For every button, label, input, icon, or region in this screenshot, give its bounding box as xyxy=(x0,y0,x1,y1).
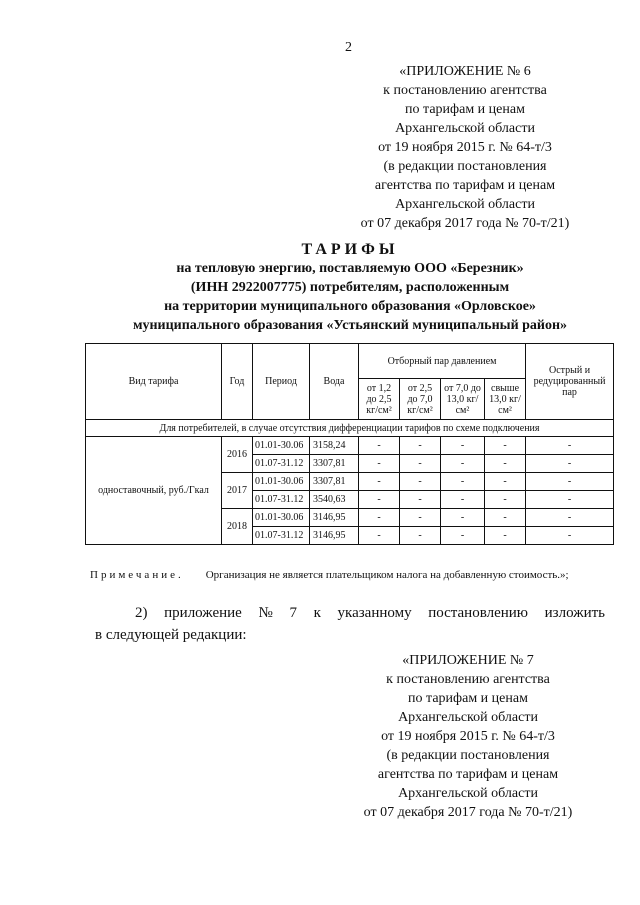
period-cell: 01.01-30.06 xyxy=(253,437,310,455)
header-pressure-4: свыше 13,0 кг/см² xyxy=(485,379,526,420)
header-year: Год xyxy=(222,344,253,420)
year-cell: 2016 xyxy=(222,437,253,473)
appendix-line: Архангельской области xyxy=(398,710,538,725)
appendix-line: агентства по тарифам и ценам xyxy=(377,767,559,782)
water-cell: 3146,95 xyxy=(310,509,359,527)
item-word: изложить xyxy=(544,605,605,621)
item-word: приложение xyxy=(164,605,242,621)
note-label: Примечание. xyxy=(90,569,184,581)
pressure-cell: - xyxy=(400,491,441,509)
pressure-cell: - xyxy=(359,473,400,491)
title-line: муниципального образования «Устьянский муниципальный район» xyxy=(132,318,568,333)
pressure-cell: - xyxy=(485,509,526,527)
header-pressure-2: от 2,5 до 7,0 кг/см² xyxy=(400,379,441,420)
appendix-line: (в редакции постановления xyxy=(383,159,547,174)
appendix-line: «ПРИЛОЖЕНИЕ № 7 xyxy=(402,653,534,668)
title-line: на территории муниципального образования «Орловское» xyxy=(164,299,536,314)
appendix-line: по тарифам и ценам xyxy=(408,691,528,706)
pressure-cell: - xyxy=(441,455,485,473)
table-subheader: Для потребителей, в случае отсутствия дифференциации тарифов по схеме подключения xyxy=(86,420,614,437)
water-cell: 3146,95 xyxy=(310,527,359,545)
water-cell: 3540,63 xyxy=(310,491,359,509)
sharp-steam-cell: - xyxy=(526,491,614,509)
pressure-cell: - xyxy=(400,527,441,545)
item-word: к xyxy=(313,605,321,621)
pressure-cell: - xyxy=(485,527,526,545)
pressure-cell: - xyxy=(400,473,441,491)
year-cell: 2017 xyxy=(222,473,253,509)
water-cell: 3158,24 xyxy=(310,437,359,455)
period-cell: 01.07-31.12 xyxy=(253,455,310,473)
table-row xyxy=(86,437,614,455)
title-line: на тепловую энергию, поставляемую ООО «Березник» xyxy=(176,261,524,276)
pressure-cell: - xyxy=(485,491,526,509)
tariff-type-cell: одноставочный, руб./Гкал xyxy=(86,437,222,545)
pressure-cell: - xyxy=(359,455,400,473)
sharp-steam-cell: - xyxy=(526,473,614,491)
header-tariff-type: Вид тарифа xyxy=(86,344,222,420)
header-sharp-steam: Острый и редуцированный пар xyxy=(526,344,614,420)
appendix-line: Архангельской области xyxy=(395,197,535,212)
appendix-7-header xyxy=(348,651,588,822)
sharp-steam-cell: - xyxy=(526,437,614,455)
period-cell: 01.07-31.12 xyxy=(253,527,310,545)
appendix-line: от 19 ноября 2015 г. № 64-т/3 xyxy=(378,140,552,155)
appendix-line: к постановлению агентства xyxy=(383,83,547,98)
pressure-cell: - xyxy=(400,509,441,527)
header-pressure-1: от 1,2 до 2,5 кг/см² xyxy=(359,379,400,420)
item-word: 2) xyxy=(135,605,148,621)
title-heading: ТАРИФЫ xyxy=(301,241,399,258)
appendix-line: от 07 декабря 2017 года № 70-т/21) xyxy=(360,216,570,231)
pressure-cell: - xyxy=(441,509,485,527)
appendix-line: агентства по тарифам и ценам xyxy=(374,178,556,193)
pressure-cell: - xyxy=(441,437,485,455)
period-cell: 01.01-30.06 xyxy=(253,509,310,527)
appendix-line: от 07 декабря 2017 года № 70-т/21) xyxy=(363,805,573,820)
appendix-line: по тарифам и ценам xyxy=(405,102,525,117)
item-word: постановлению xyxy=(428,605,528,621)
note-text: Организация не является плательщиком налога на добавленную стоимость.»; xyxy=(205,569,569,581)
sharp-steam-cell: - xyxy=(526,509,614,527)
appendix-line: от 19 ноября 2015 г. № 64-т/3 xyxy=(381,729,555,744)
pressure-cell: - xyxy=(359,509,400,527)
item-2-paragraph xyxy=(95,602,605,646)
page-number: 2 xyxy=(345,40,352,55)
appendix-line: к постановлению агентства xyxy=(386,672,550,687)
appendix-line: Архангельской области xyxy=(395,121,535,136)
header-water: Вода xyxy=(310,344,359,420)
appendix-line: Архангельской области xyxy=(398,786,538,801)
pressure-cell: - xyxy=(441,527,485,545)
water-cell: 3307,81 xyxy=(310,473,359,491)
header-period: Период xyxy=(253,344,310,420)
item-word: № xyxy=(258,605,273,621)
pressure-cell: - xyxy=(485,473,526,491)
pressure-cell: - xyxy=(359,491,400,509)
appendix-6-header xyxy=(345,62,585,233)
pressure-cell: - xyxy=(485,455,526,473)
tariff-table xyxy=(85,343,614,545)
pressure-cell: - xyxy=(441,491,485,509)
water-cell: 3307,81 xyxy=(310,455,359,473)
sharp-steam-cell: - xyxy=(526,527,614,545)
period-cell: 01.01-30.06 xyxy=(253,473,310,491)
item-2-line-2: в следующей редакции: xyxy=(95,627,247,643)
pressure-cell: - xyxy=(441,473,485,491)
header-pressure-3: от 7,0 до 13,0 кг/см² xyxy=(441,379,485,420)
appendix-line: «ПРИЛОЖЕНИЕ № 6 xyxy=(399,64,531,79)
pressure-cell: - xyxy=(400,455,441,473)
year-cell: 2018 xyxy=(222,509,253,545)
pressure-cell: - xyxy=(400,437,441,455)
pressure-cell: - xyxy=(359,527,400,545)
item-word: 7 xyxy=(289,605,297,621)
item-word: указанному xyxy=(337,605,412,621)
pressure-cell: - xyxy=(485,437,526,455)
table-note xyxy=(90,569,569,581)
title-line: (ИНН 2922007775) потребителям, расположенным xyxy=(190,280,510,295)
period-cell: 01.07-31.12 xyxy=(253,491,310,509)
tariff-title xyxy=(90,240,610,335)
pressure-cell: - xyxy=(359,437,400,455)
header-selected-steam: Отборный пар давлением xyxy=(359,344,526,379)
sharp-steam-cell: - xyxy=(526,455,614,473)
appendix-line: (в редакции постановления xyxy=(386,748,550,763)
